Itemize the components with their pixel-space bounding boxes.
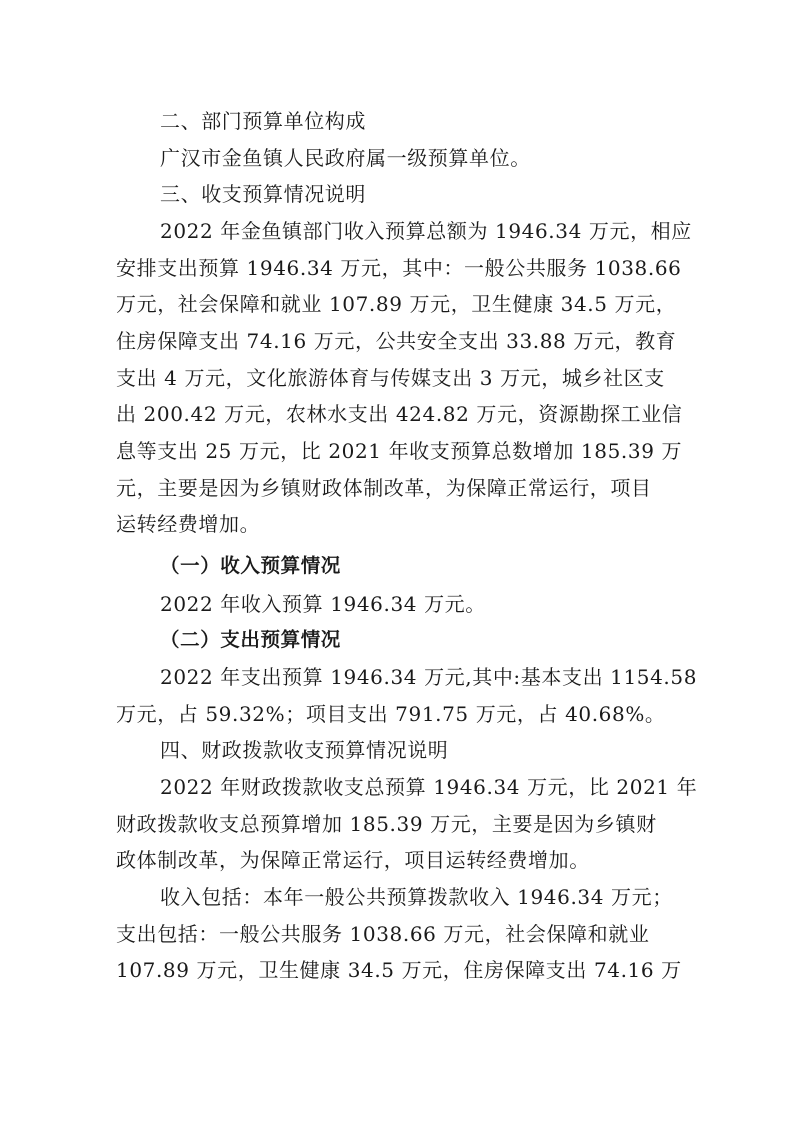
paragraph-line: 2022 年支出预算 1946.34 万元,其中:基本支出 1154.58 [160,665,698,689]
paragraph-line: 2022 年财政拨款收支总预算 1946.34 万元，比 2021 年 [160,775,698,799]
paragraph-line: 2022 年金鱼镇部门收入预算总额为 1946.34 万元，相应 [160,219,692,243]
paragraph-line: 安排支出预算 1946.34 万元，其中：一般公共服务 1038.66 [116,256,682,280]
paragraph-line: 广汉市金鱼镇人民政府属一级预算单位。 [160,146,531,170]
paragraph-line: 运转经费增加。 [116,512,261,536]
section-heading-budget-units: 二、部门预算单位构成 [160,109,366,133]
paragraph-line: 万元，占 59.32%；项目支出 791.75 万元，占 40.68%。 [116,702,666,726]
subsection-heading-expenditure: （二）支出预算情况 [160,628,341,651]
paragraph-line: 住房保障支出 74.16 万元，公共安全支出 33.88 万元，教育 [116,329,677,353]
paragraph-line: 元，主要是因为乡镇财政体制改革，为保障正常运行，项目 [116,476,652,500]
paragraph-line: 2022 年收入预算 1946.34 万元。 [160,592,486,616]
paragraph-line: 政体制改革，为保障正常运行，项目运转经费增加。 [116,848,590,872]
subsection-heading-income: （一）收入预算情况 [160,554,341,577]
paragraph-line: 支出包括：一般公共服务 1038.66 万元，社会保障和就业 [116,922,650,946]
paragraph-line: 出 200.42 万元，农林水支出 424.82 万元，资源勘探工业信 [116,402,683,426]
paragraph-line: 107.89 万元，卫生健康 34.5 万元，住房保障支出 74.16 万 [116,958,682,982]
section-heading-fiscal-appropriation: 四、财政拨款收支预算情况说明 [160,738,449,762]
paragraph-line: 支出 4 万元，文化旅游体育与传媒支出 3 万元，城乡社区支 [116,366,665,390]
section-heading-revenue-expenditure: 三、收支预算情况说明 [160,182,366,206]
paragraph-line: 收入包括：本年一般公共预算拨款收入 1946.34 万元； [160,885,673,909]
paragraph-line: 财政拨款收支总预算增加 185.39 万元，主要是因为乡镇财 [116,812,657,836]
paragraph-line: 万元，社会保障和就业 107.89 万元，卫生健康 34.5 万元， [116,292,677,316]
paragraph-line: 息等支出 25 万元，比 2021 年收支预算总数增加 185.39 万 [116,439,683,463]
